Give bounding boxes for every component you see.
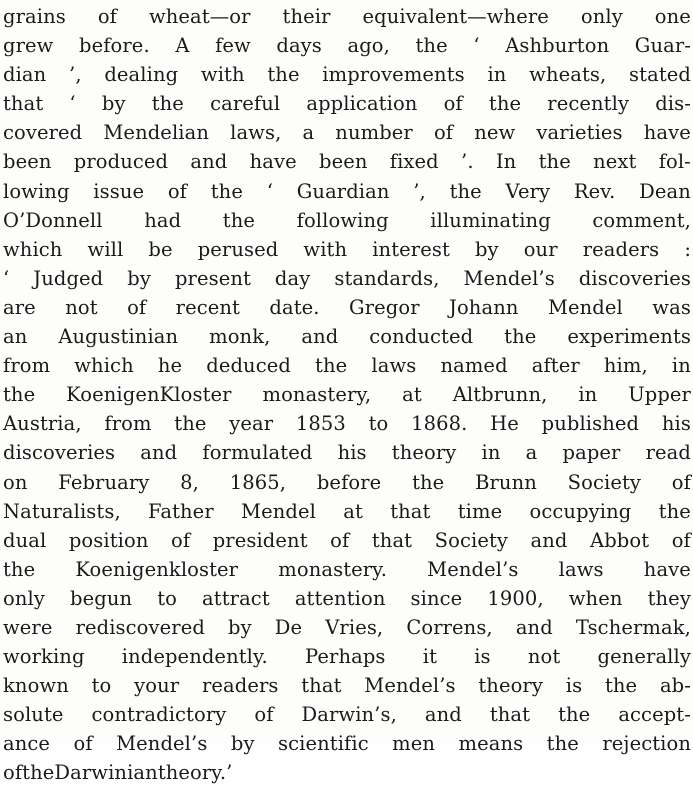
word: his (337, 441, 367, 465)
word: means (458, 732, 524, 756)
text-line (3, 409, 691, 438)
word: experiments (567, 325, 691, 349)
word: his (661, 412, 691, 436)
text-line (3, 60, 691, 89)
word: illuminating (430, 208, 551, 232)
text-line (3, 118, 691, 147)
word: that (489, 703, 531, 727)
word: not (65, 295, 98, 319)
word: Austria, (3, 412, 82, 436)
word: in (481, 441, 501, 465)
text-line (3, 526, 691, 555)
text-line (3, 89, 691, 118)
word: Very (505, 179, 551, 203)
word: ‘ (69, 92, 76, 116)
word: when (568, 586, 623, 610)
word: ’, (413, 179, 426, 203)
word: him, (603, 354, 648, 378)
word: which (74, 354, 134, 378)
word: the (412, 470, 445, 494)
word: laws, (230, 121, 282, 145)
text-line (3, 293, 691, 322)
article-text (3, 2, 691, 788)
word: of (171, 528, 191, 552)
word: Dean (639, 179, 691, 203)
word: of (433, 121, 454, 145)
word: ‘ (266, 179, 274, 203)
word: Augustinian (58, 325, 179, 349)
word: fol- (658, 150, 691, 174)
word: accept- (618, 703, 691, 727)
word: president (212, 528, 308, 552)
word: the (604, 674, 638, 698)
word: the (267, 63, 300, 87)
word: days (276, 34, 322, 58)
text-line (3, 671, 691, 700)
word: Mendel’s (427, 557, 519, 581)
word: the (504, 325, 537, 349)
word: with (303, 237, 348, 261)
word: improvements (322, 63, 465, 87)
word: grains (3, 5, 66, 28)
word: next (593, 150, 637, 174)
word: from (104, 412, 152, 436)
word: Darwinian (54, 761, 158, 785)
word: formulated (202, 441, 313, 465)
word: are (3, 295, 36, 319)
word: been (3, 150, 52, 174)
text-line (3, 438, 691, 467)
word: interest (372, 237, 450, 261)
word: the (315, 354, 348, 378)
word: not (527, 645, 561, 669)
word: paper (562, 441, 621, 465)
word: A (175, 34, 190, 58)
word: February (58, 470, 150, 494)
word: : (684, 237, 691, 261)
word: the (558, 703, 591, 727)
word: Guar- (634, 34, 691, 58)
word: wheats, (529, 63, 607, 87)
word: Mendel’s (116, 732, 208, 756)
word: He (490, 412, 519, 436)
word: conducted (369, 325, 474, 349)
word: with (200, 63, 245, 87)
word: Gregor (349, 295, 420, 319)
word: rejection (602, 732, 691, 756)
word: dealing (104, 63, 179, 87)
word: ab- (659, 674, 691, 698)
word: wheat—or (148, 5, 251, 28)
word: position (68, 528, 149, 552)
word: Rev. (573, 179, 616, 203)
word: recently (547, 92, 630, 116)
word: on (3, 470, 28, 494)
word: after (531, 354, 580, 378)
word: be (148, 237, 173, 261)
word: they (647, 586, 691, 610)
word: published (541, 412, 640, 436)
word: before. (79, 34, 150, 58)
text-line (3, 729, 691, 758)
word: Mendel (241, 499, 316, 523)
word: of (254, 703, 274, 727)
word: since (410, 586, 463, 610)
word: ’, (69, 63, 82, 87)
text-line (3, 322, 691, 351)
word: occupying (529, 499, 632, 523)
word: attract (202, 586, 270, 610)
word: theory (391, 441, 457, 465)
text-line (3, 2, 691, 31)
word: following (296, 208, 389, 232)
word: fixed (389, 150, 439, 174)
text-line (3, 613, 691, 642)
text-line (3, 147, 691, 176)
text-line (3, 380, 691, 409)
word: 1853 (295, 412, 346, 436)
word: the (3, 557, 36, 581)
word: deduced (206, 354, 291, 378)
word: by (101, 92, 126, 116)
word: to (91, 674, 112, 698)
text-line (3, 468, 691, 497)
text-line (3, 206, 691, 235)
word: at (402, 383, 422, 407)
word: application (306, 92, 418, 116)
word: Society (434, 528, 509, 552)
word: by (474, 237, 499, 261)
word: that (371, 528, 413, 552)
word: theory.’ (157, 761, 233, 785)
word: Abbot (590, 528, 650, 552)
word: an (3, 325, 28, 349)
word: Upper (628, 383, 691, 407)
text-line (3, 497, 691, 526)
word: before (316, 470, 382, 494)
word: dis- (655, 92, 691, 116)
word: the (210, 179, 243, 203)
text-line (3, 351, 691, 380)
word: varieties (536, 121, 623, 145)
word: monastery. (278, 557, 388, 581)
word: have (643, 121, 691, 145)
word: Ashburton (505, 34, 610, 58)
word: their (282, 5, 331, 28)
text-line (3, 700, 691, 729)
text-line (3, 235, 691, 264)
word: few (215, 34, 251, 58)
word: of (97, 5, 117, 28)
word: he (157, 354, 183, 378)
word: attention (294, 586, 386, 610)
word: In (495, 150, 517, 174)
word: stated (629, 63, 691, 87)
word: Mendelian (103, 121, 210, 145)
word: only (3, 586, 45, 610)
word: comment, (592, 208, 691, 232)
word: the (658, 499, 691, 523)
word: Correns, (406, 615, 493, 639)
word: laws (371, 354, 417, 378)
word: to (157, 586, 177, 610)
word: ‘ (473, 34, 480, 58)
word: year (229, 412, 274, 436)
word: theory (478, 674, 543, 698)
word: generally (597, 645, 691, 669)
word: date. (269, 295, 320, 319)
word: covered (3, 121, 83, 145)
word: produced (73, 150, 169, 174)
word: at (343, 499, 363, 523)
word: by (127, 266, 151, 290)
word: solute (3, 703, 64, 727)
word: O’Donnell (3, 208, 103, 232)
word: that (3, 92, 44, 116)
word: present (174, 266, 251, 290)
word: men (392, 732, 436, 756)
text-line (3, 31, 691, 60)
word: named (440, 354, 508, 378)
word: read (645, 441, 691, 465)
word: lowing (3, 179, 70, 203)
word: dian (3, 63, 47, 87)
word: Guardian (296, 179, 390, 203)
word: in (487, 63, 507, 87)
word: of (127, 295, 147, 319)
word: Father (148, 499, 214, 523)
word: readers (201, 674, 279, 698)
text-line (3, 264, 691, 293)
word: from (3, 354, 51, 378)
word: 1865, (229, 470, 287, 494)
word: the (3, 383, 36, 407)
word: rediscovered (75, 615, 205, 639)
word: and (515, 615, 553, 639)
word: Brunn (475, 470, 537, 494)
word: is (474, 645, 491, 669)
word: begun (70, 586, 133, 610)
word: readers (582, 237, 660, 261)
word: Darwin’s, (301, 703, 397, 727)
word: Koenigenkloster (75, 557, 239, 581)
word: of (73, 732, 93, 756)
word: 1900, (487, 586, 544, 610)
word: day (274, 266, 311, 290)
word: time (457, 499, 503, 523)
word: ago, (347, 34, 390, 58)
word: 8, (180, 470, 199, 494)
word: ’. (461, 150, 474, 174)
word: your (134, 674, 180, 698)
word: KoenigenKloster (66, 383, 232, 407)
word: that (301, 674, 342, 698)
word: Vries, (325, 615, 384, 639)
word: only (580, 5, 623, 28)
word: and (190, 150, 228, 174)
word: perused (197, 237, 279, 261)
word: that (390, 499, 431, 523)
text-line (3, 758, 691, 787)
word: the (151, 92, 184, 116)
word: Perhaps (305, 645, 386, 669)
word: and (530, 528, 568, 552)
word: contradictory (91, 703, 227, 727)
text-line (3, 584, 691, 613)
word: Naturalists, (3, 499, 121, 523)
word: to (368, 412, 389, 436)
word: number (335, 121, 413, 145)
word: new (474, 121, 516, 145)
word: have (643, 557, 691, 581)
text-line (3, 642, 691, 671)
word: the (538, 150, 571, 174)
word: the (174, 412, 207, 436)
word: the (449, 179, 482, 203)
word: have (249, 150, 297, 174)
word: scientific (278, 732, 369, 756)
word: and (424, 703, 462, 727)
word: by (230, 732, 255, 756)
word: had (144, 208, 182, 232)
word: and (301, 325, 339, 349)
word: recent (175, 295, 240, 319)
word: monk, (209, 325, 271, 349)
word: in (671, 354, 691, 378)
word: the (222, 208, 256, 232)
word: was (652, 295, 691, 319)
word: Johann (449, 295, 519, 319)
word: Altbrunn, (452, 383, 548, 407)
text-line (3, 177, 691, 206)
word: laws (558, 557, 604, 581)
word: Mendel (547, 295, 623, 319)
word: Mendel’s (463, 266, 555, 290)
word: Judged (33, 266, 104, 290)
word: discoveries (578, 266, 691, 290)
word: of (3, 761, 23, 785)
word: Society (567, 470, 642, 494)
word: the (546, 732, 579, 756)
word: De (274, 615, 303, 639)
word: in (578, 383, 598, 407)
word: monastery, (262, 383, 372, 407)
word: of (330, 528, 350, 552)
word: a (525, 441, 538, 465)
word: of (671, 528, 691, 552)
word: 1868. (411, 412, 468, 436)
word: Tschermak, (575, 615, 691, 639)
word: will (87, 237, 124, 261)
word: grew (3, 34, 54, 58)
word: the (415, 34, 448, 58)
word: our (523, 237, 558, 261)
word: one (654, 5, 691, 28)
word: and (140, 441, 178, 465)
word: by (228, 615, 252, 639)
word: ance (3, 732, 51, 756)
word: independently. (121, 645, 268, 669)
word: ‘ (3, 266, 10, 290)
word: standards, (334, 266, 440, 290)
word: been (319, 150, 368, 174)
word: is (565, 674, 583, 698)
word: it (422, 645, 438, 669)
word: were (3, 615, 53, 639)
word: the (488, 92, 522, 116)
word: a (302, 121, 315, 145)
word: Mendel’s (364, 674, 456, 698)
word: issue (93, 179, 145, 203)
word: of (443, 92, 463, 116)
word: discoveries (3, 441, 116, 465)
word: which (3, 237, 63, 261)
word: dual (3, 528, 47, 552)
word: the (22, 761, 55, 785)
word: working (3, 645, 85, 669)
word: known (3, 674, 69, 698)
text-line (3, 555, 691, 584)
word: careful (210, 92, 281, 116)
word: equivalent—where (362, 5, 549, 28)
word: of (167, 179, 188, 203)
word: of (671, 470, 691, 494)
